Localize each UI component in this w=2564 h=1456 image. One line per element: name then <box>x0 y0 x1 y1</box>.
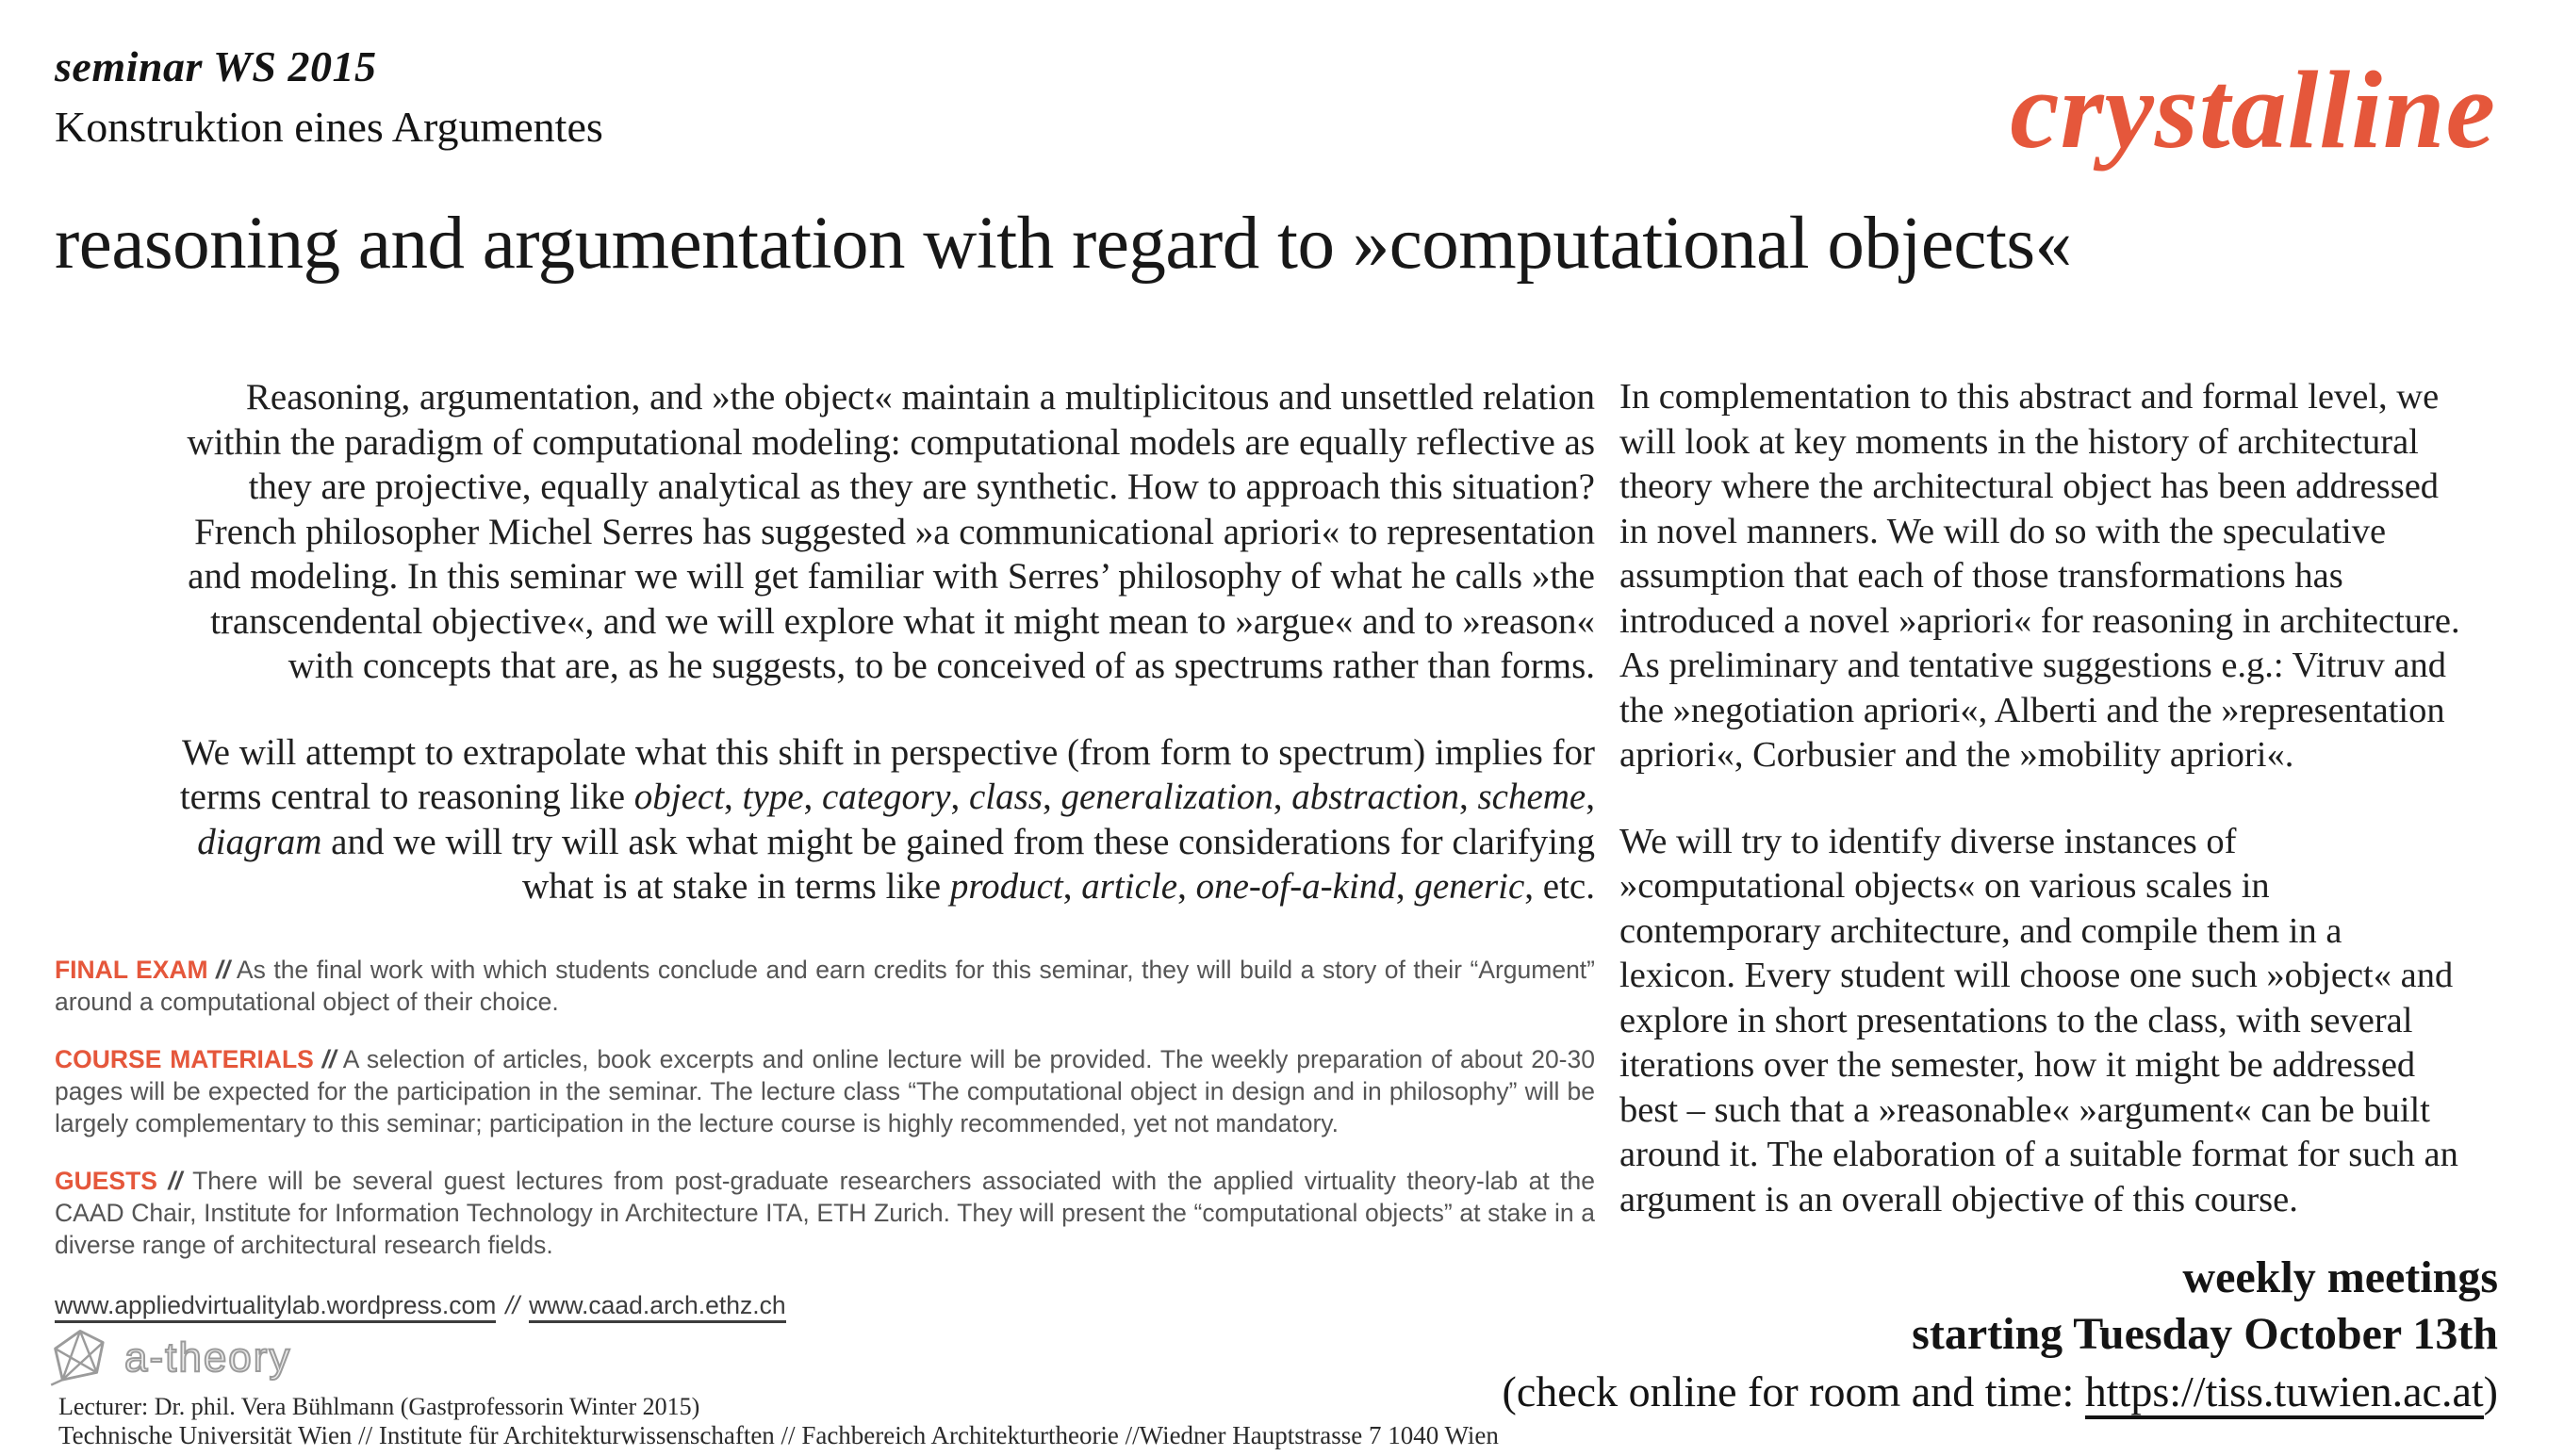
a-theory-logo-text: a-theory <box>124 1334 292 1381</box>
extrapolation-paragraph <box>55 730 1595 909</box>
separator-slashes: // <box>168 1167 183 1195</box>
text-line: diagram and we will try will ask what might be gained from these considerations for clarifying <box>197 821 1595 862</box>
text-line: theory where the architectural object has been addressed <box>1619 466 2440 506</box>
text-line: in novel manners. We will do so with the speculative <box>1619 511 2387 551</box>
institution-line: Technische Universität Wien // Institute für Architekturwissenschaften // Fachbereich Architekturtheorie //Wiedner Hauptstrasse 7 1040 Wien <box>58 1421 1499 1449</box>
text-line: In complementation to this abstract and formal level, we <box>1619 377 2440 417</box>
brand-crystalline: crystalline <box>2010 48 2496 172</box>
course-materials-label: COURSE MATERIALS <box>55 1045 314 1073</box>
text-line: We will try to identify diverse instances of <box>1619 821 2237 861</box>
text-line: within the paradigm of computational modeling: computational models are equally reflective as <box>187 421 1595 463</box>
text-line: best – such that a »reasonable« »argument« can be built <box>1619 1089 2430 1130</box>
text-line: they are projective, equally analytical as they are synthetic. How to approach this situation? <box>248 466 1595 507</box>
text-line: »computational objects« on various scales in <box>1619 866 2270 906</box>
text-line: around it. The elaboration of a suitable format for such an <box>1619 1135 2458 1174</box>
text-line: We will attempt to extrapolate what this shift in perspective (from form to spectrum) implies for <box>181 731 1595 773</box>
wireframe-house-icon <box>49 1327 111 1389</box>
lecturer-line: Lecturer: Dr. phil. Vera Bühlmann (Gastprofessorin Winter 2015) <box>58 1393 700 1420</box>
lexicon-paragraph <box>1619 820 2524 1223</box>
separator-slashes: // <box>216 956 230 984</box>
info-sections <box>55 954 1595 1321</box>
guests-text: There will be several guest lectures from post-graduate researchers associated with the applied virtuality theory-lab at the CAAD Chair, Institute for Information Technology in Architecture ITA, ETH Zurich. They will present the “computational objects” at stake in a diverse range of architectural research fields. <box>55 1167 1595 1259</box>
text-line: will look at key moments in the history of architectural <box>1619 421 2419 462</box>
web-links-row <box>55 1289 1595 1321</box>
text-line: assumption that each of those transformations has <box>1619 556 2343 596</box>
link-caad-ethz[interactable]: www.caad.arch.ethz.ch <box>529 1291 786 1323</box>
text-line: introduced a novel »apriori« for reasoning in architecture. <box>1619 600 2460 641</box>
text-line: explore in short presentations to the class, with several <box>1619 1000 2413 1040</box>
separator-slashes: // <box>505 1291 520 1319</box>
a-theory-logo <box>49 1327 291 1389</box>
final-exam-text: As the final work with which students conclude and earn credits for this seminar, they will build a story of their “Argument” around a computational object of their choice. <box>55 956 1595 1016</box>
text-line: argument is an overall objective of this course. <box>1619 1179 2298 1219</box>
text-line: French philosopher Michel Serres has suggested »a communicational apriori« to representation <box>194 511 1595 552</box>
final-exam-label: FINAL EXAM <box>55 956 208 984</box>
right-column <box>1619 375 2524 1222</box>
link-appliedvirtualitylab[interactable]: www.appliedvirtualitylab.wordpress.com <box>55 1291 496 1323</box>
meeting-info <box>1503 1250 2498 1421</box>
guests-section <box>55 1165 1595 1261</box>
text-line: iterations over the semester, how it might be addressed <box>1619 1045 2416 1085</box>
text-line: transcendental objective«, and we will explore what it might mean to »argue« and to »reason« <box>210 600 1595 642</box>
text-line: with concepts that are, as he suggests, to be conceived of as spectrums rather than forms. <box>288 646 1595 686</box>
text-line: what is at stake in terms like product, article, one-of-a-kind, generic, etc. <box>522 866 1595 907</box>
course-materials-section <box>55 1043 1595 1139</box>
text-line: and modeling. In this seminar we will get familiar with Serres’ philosophy of what he calls »the <box>188 556 1595 597</box>
seminar-term-label: seminar WS 2015 <box>55 42 377 90</box>
left-column <box>55 375 1595 909</box>
course-materials-text: A selection of articles, book excerpts and online lecture will be provided. The weekly preparation of about 20-30 pages will be expected for the participation in the seminar. The lecture class “The computational object in design and in philosophy” will be largely complementary to this seminar; participation in the lecture course is highly recommended, yet not mandatory. <box>55 1045 1595 1137</box>
architectural-theory-paragraph <box>1619 375 2524 778</box>
text-line: the »negotiation apriori«, Alberti and the »representation <box>1619 690 2445 730</box>
weekly-meetings-line: weekly meetings <box>2182 1252 2498 1302</box>
room-time-line <box>1503 1363 2498 1421</box>
room-time-suffix: ) <box>2483 1367 2498 1415</box>
text-line: terms central to reasoning like object, type, category, class, generalization, abstraction, scheme, <box>179 777 1595 817</box>
text-line: As preliminary and tentative suggestions e.g.: Vitruv and <box>1619 646 2446 685</box>
link-tiss-tuwien[interactable]: https://tiss.tuwien.ac.at <box>2085 1367 2484 1419</box>
guests-label: GUESTS <box>55 1167 157 1195</box>
start-date-line: starting Tuesday October 13th <box>1912 1309 2498 1359</box>
intro-paragraph <box>55 375 1595 689</box>
text-line: contemporary architecture, and compile them in a <box>1619 910 2342 951</box>
room-time-prefix: (check online for room and time: <box>1502 1367 2085 1415</box>
page-title: reasoning and argumentation with regard to »computational objects« <box>55 203 2072 285</box>
final-exam-section <box>55 954 1595 1018</box>
text-line: lexicon. Every student will choose one such »object« and <box>1619 956 2454 995</box>
text-line: apriori«, Corbusier and the »mobility apriori«. <box>1619 735 2294 775</box>
separator-slashes: // <box>321 1045 337 1073</box>
seminar-subtitle: Konstruktion eines Argumentes <box>55 103 603 151</box>
text-line: Reasoning, argumentation, and »the object« maintain a multiplicitous and unsettled relation <box>245 377 1595 417</box>
